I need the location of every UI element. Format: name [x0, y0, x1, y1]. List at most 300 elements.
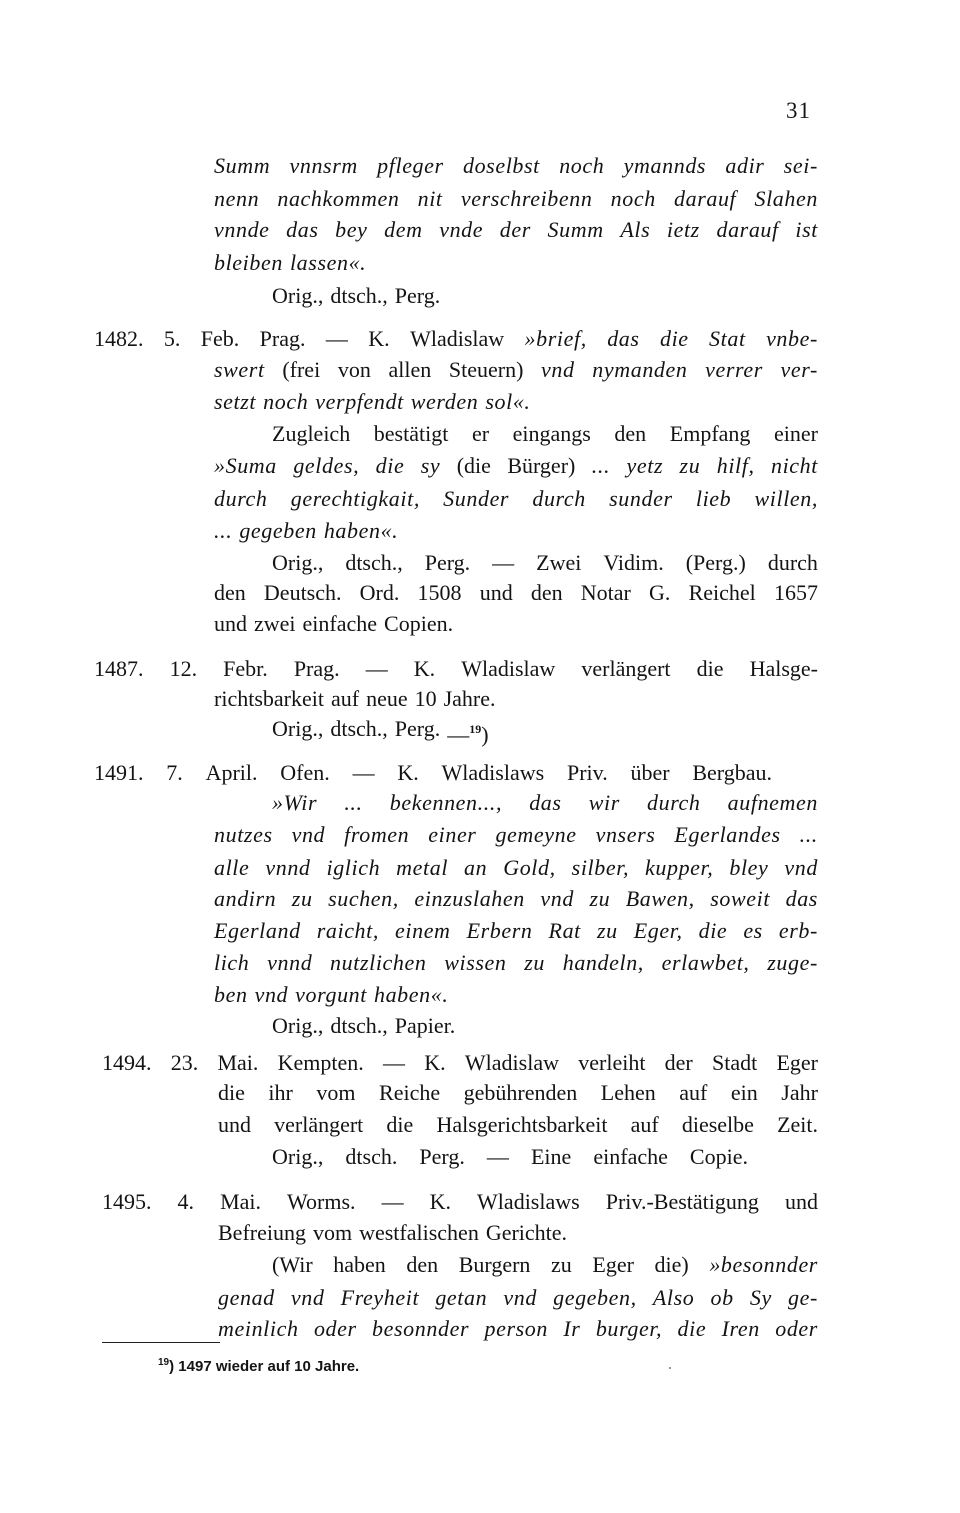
- word: [272, 281, 323, 311]
- word-text: bey: [335, 217, 368, 242]
- word-text: er: [471, 421, 490, 446]
- word-text: Ir: [563, 1316, 581, 1341]
- text-line: [94, 758, 772, 788]
- word-text: suchen,: [328, 886, 399, 911]
- word: [592, 451, 610, 481]
- word-text: einzuslahen: [414, 886, 525, 911]
- text-line: [214, 916, 818, 946]
- word: [214, 151, 270, 181]
- word-text: das: [529, 790, 562, 815]
- word-text: darauf: [716, 217, 779, 242]
- word-text: bleiben: [214, 250, 283, 275]
- word: [395, 714, 440, 744]
- word: [788, 1283, 818, 1313]
- text-line: [272, 281, 440, 311]
- word-text: —: [486, 1144, 509, 1169]
- word-text: Mai.: [217, 1050, 259, 1075]
- word-text: (Perg.): [685, 550, 746, 575]
- word: [286, 215, 318, 245]
- word-text: Iren: [721, 1316, 760, 1341]
- word: [272, 788, 317, 818]
- word: [781, 355, 818, 385]
- word-text: 10: [414, 686, 437, 711]
- word: [495, 820, 576, 850]
- word: [425, 548, 470, 578]
- word-text: vorgunt: [295, 982, 367, 1007]
- word: [531, 578, 563, 608]
- word-text: erb-: [778, 918, 818, 943]
- word: [540, 884, 574, 914]
- word-text: adir: [725, 153, 765, 178]
- word: [480, 578, 513, 608]
- word-text: die): [654, 1252, 689, 1277]
- word: [218, 1078, 245, 1108]
- closing-parenthesis: ): [481, 722, 489, 747]
- footnote: [158, 1352, 359, 1378]
- word: [282, 355, 320, 385]
- text-line: [272, 1142, 748, 1172]
- word-text: der: [664, 1050, 693, 1075]
- word-text: von: [337, 357, 371, 382]
- word-text: 1494.: [102, 1050, 152, 1075]
- word: [424, 1048, 445, 1078]
- word: [214, 884, 276, 914]
- word-text: Eger,: [633, 918, 683, 943]
- word-text: Als: [620, 217, 651, 242]
- word: [754, 184, 817, 214]
- word: [457, 451, 491, 481]
- word-text: soweit: [710, 886, 771, 911]
- word: [239, 516, 317, 546]
- word-text: die: [218, 1080, 245, 1105]
- word-text: nutzes: [214, 822, 273, 847]
- word-text: das: [607, 326, 640, 351]
- word: [214, 451, 277, 481]
- word-text: setzt: [214, 389, 257, 414]
- word-text: Deutsch.: [263, 580, 342, 605]
- word: [725, 151, 764, 181]
- word-text: vnd: [784, 855, 818, 880]
- word-text: pfleger: [377, 153, 444, 178]
- word: [682, 1110, 754, 1140]
- word-text: auf: [679, 1080, 708, 1105]
- word-text: —: [381, 1189, 404, 1214]
- word: [485, 387, 530, 417]
- word-text: sunder: [609, 486, 673, 511]
- word: [692, 758, 772, 788]
- text-line: [102, 1187, 818, 1217]
- word: [330, 948, 426, 978]
- word-text: handeln,: [562, 950, 644, 975]
- word-text: haben: [333, 1252, 386, 1277]
- word: [220, 1187, 261, 1217]
- word: [303, 609, 378, 639]
- word-text: an: [464, 855, 488, 880]
- word: [324, 516, 398, 546]
- word-text: gemeyne: [495, 822, 577, 847]
- word-text: Slahen: [754, 186, 818, 211]
- word: [532, 484, 586, 514]
- word: [272, 1011, 323, 1041]
- word-text: dtsch.,: [330, 283, 388, 308]
- word-text: haben«.: [323, 518, 399, 543]
- word-text: es: [743, 918, 763, 943]
- word-text: verleiht: [578, 1050, 646, 1075]
- word-text: wissen: [444, 950, 507, 975]
- word-text: —: [492, 550, 515, 575]
- word-text: nymanden: [592, 357, 688, 382]
- word-text: 1495.: [102, 1189, 152, 1214]
- word-text: Wladislaw: [464, 1050, 559, 1075]
- word-text: Papier.: [394, 1013, 456, 1038]
- word-text: darauf: [674, 186, 737, 211]
- text-line: [272, 1250, 818, 1280]
- word: [439, 215, 483, 245]
- word: [360, 578, 400, 608]
- word-text: Perg.: [394, 716, 441, 741]
- word: [711, 1283, 734, 1313]
- word: [327, 853, 381, 883]
- word-text: Stat: [709, 326, 746, 351]
- word: [291, 484, 420, 514]
- word: [214, 184, 259, 214]
- word: [428, 820, 476, 850]
- word: [214, 516, 232, 546]
- text-line: [214, 355, 818, 385]
- word-text: lassen«.: [289, 250, 367, 275]
- word-text: gebührenden: [463, 1080, 578, 1105]
- word: [372, 1314, 469, 1344]
- word: [541, 355, 575, 385]
- word: [383, 1048, 405, 1078]
- word-text: Perg.: [394, 283, 441, 308]
- word: [567, 758, 608, 788]
- word-text: und: [214, 611, 247, 636]
- word: [596, 1314, 662, 1344]
- word-text: sei-: [783, 153, 818, 178]
- word: [379, 1078, 440, 1108]
- word-text: westfalischen: [359, 1220, 479, 1245]
- word: [647, 788, 701, 818]
- word: [513, 419, 591, 449]
- word-text: ver-: [780, 357, 818, 382]
- word: [572, 853, 629, 883]
- word: [662, 948, 750, 978]
- word: [291, 1283, 325, 1313]
- word-text: Gold,: [503, 855, 556, 880]
- word: [368, 324, 389, 354]
- word: [214, 980, 248, 1010]
- word: [674, 184, 736, 214]
- word-text: Wladislaw: [410, 326, 505, 351]
- word: [731, 1078, 758, 1108]
- word-text: einfache: [593, 1144, 668, 1169]
- word: [696, 484, 731, 514]
- word-text: den: [530, 580, 563, 605]
- text-line: [214, 820, 818, 850]
- word: [390, 788, 502, 818]
- word-text: —: [383, 1050, 406, 1075]
- text-line: [214, 853, 818, 883]
- word: [206, 758, 258, 788]
- word: [344, 820, 409, 850]
- word-text: April.: [205, 760, 258, 785]
- word-text: K.: [413, 656, 436, 681]
- word-text: Reichel: [688, 580, 756, 605]
- word: [214, 820, 273, 850]
- word: [670, 419, 751, 449]
- word: [328, 884, 399, 914]
- word: [709, 324, 746, 354]
- word-text: Ord.: [359, 580, 400, 605]
- word: [223, 654, 268, 684]
- word: [624, 151, 706, 181]
- word-text: Jahre.: [443, 686, 496, 711]
- word-text: gerechtigkait,: [290, 486, 420, 511]
- word-text: vnnd: [267, 950, 313, 975]
- word: [699, 916, 728, 946]
- word: [274, 1110, 363, 1140]
- word: [611, 184, 656, 214]
- word-text: geldes,: [293, 453, 360, 478]
- word-text: Wladislaw: [461, 656, 556, 681]
- text-line: [94, 324, 818, 354]
- word-text: 1491.: [94, 760, 144, 785]
- word: [774, 419, 818, 449]
- word-text: Febr.: [223, 656, 268, 681]
- word-text: gegeben: [239, 518, 317, 543]
- word-text: metal: [396, 855, 449, 880]
- word: [384, 609, 453, 639]
- word: [293, 451, 359, 481]
- word-text: K.: [424, 1050, 446, 1075]
- word-text: andirn: [214, 886, 277, 911]
- word: [467, 916, 533, 946]
- text-line: [272, 788, 818, 818]
- word-text: getan: [435, 1285, 488, 1310]
- word-text: Orig.,: [272, 550, 324, 575]
- word: [330, 1011, 387, 1041]
- word: [267, 948, 312, 978]
- footnote-text: ) 1497 wieder auf 10 Jahre.: [169, 1358, 360, 1375]
- word: [214, 578, 246, 608]
- text-line: [214, 516, 398, 546]
- word: [280, 758, 329, 788]
- word-text: Priv.: [566, 760, 608, 785]
- word: [767, 948, 818, 978]
- word-text: Gerichte.: [485, 1220, 568, 1245]
- word-text: vnd: [254, 982, 289, 1007]
- word: [430, 1187, 451, 1217]
- word-text: über: [630, 760, 670, 785]
- word: [777, 1110, 818, 1140]
- word-text: Ofen.: [280, 760, 330, 785]
- word: [667, 215, 700, 245]
- word: [784, 853, 818, 883]
- word: [164, 324, 181, 354]
- word: [665, 1048, 693, 1078]
- word: [317, 916, 379, 946]
- word: [678, 1314, 707, 1344]
- word: [645, 853, 713, 883]
- word: [410, 324, 504, 354]
- word-text: willen,: [754, 486, 818, 511]
- text-line: [218, 1078, 818, 1108]
- word: [178, 1187, 195, 1217]
- word-text: ietz: [666, 217, 700, 242]
- word-text: nenn: [214, 186, 260, 211]
- word: [705, 355, 763, 385]
- word-text: vnbe-: [766, 326, 818, 351]
- word-text: vnd: [541, 357, 575, 382]
- word-text: noch: [559, 153, 605, 178]
- word: [331, 684, 359, 714]
- word: [465, 1048, 559, 1078]
- word: [102, 1187, 152, 1217]
- word: [406, 1250, 438, 1280]
- word-text: Zeit.: [777, 1112, 818, 1137]
- word-text: 1657: [773, 580, 818, 605]
- word-text: gegeben,: [553, 1285, 637, 1310]
- word: [272, 548, 323, 578]
- text-line: [214, 484, 818, 514]
- word: [722, 1314, 760, 1344]
- word-text: »Wir: [272, 790, 318, 815]
- word: [603, 548, 663, 578]
- footnote-reference: 19: [469, 722, 482, 736]
- word-text: G.: [649, 580, 671, 605]
- word: [487, 1142, 509, 1172]
- word: [313, 1218, 352, 1248]
- word: [553, 1283, 637, 1313]
- word-text: genad: [218, 1285, 275, 1310]
- footnote-rule: [102, 1342, 220, 1343]
- word: [353, 758, 375, 788]
- word-text: lieb: [695, 486, 732, 511]
- word: [492, 548, 514, 578]
- word-text: ymannds: [623, 153, 707, 178]
- word: [396, 853, 448, 883]
- word: [447, 714, 489, 747]
- word: [728, 788, 818, 818]
- text-line: [214, 609, 453, 639]
- word-text: 23.: [170, 1050, 199, 1075]
- word-text: verschreibenn: [460, 186, 593, 211]
- word-text: durch: [532, 486, 586, 511]
- word: [589, 884, 610, 914]
- word-text: durch: [767, 550, 818, 575]
- word-text: burger,: [595, 1316, 663, 1341]
- word: [338, 355, 371, 385]
- word: [472, 419, 489, 449]
- word-text: hilf,: [716, 453, 755, 478]
- word-text: Orig.,: [272, 1144, 324, 1169]
- word-text: Summ: [547, 217, 604, 242]
- word-text: zu: [679, 453, 701, 478]
- word: [386, 1110, 413, 1140]
- word-text: zu: [524, 950, 545, 975]
- word: [729, 853, 768, 883]
- word: [655, 1250, 689, 1280]
- word-text: ...: [591, 453, 611, 478]
- word: [536, 548, 581, 578]
- word-text: eingangs: [512, 421, 591, 446]
- word-text: verpfendt: [315, 389, 404, 414]
- word-text: bekennen...,: [389, 790, 503, 815]
- word-text: 1487.: [94, 656, 144, 681]
- word: [743, 916, 763, 946]
- word: [771, 451, 818, 481]
- word-text: das: [286, 217, 319, 242]
- word: [214, 484, 268, 514]
- word: [374, 980, 448, 1010]
- word: [94, 758, 144, 788]
- word: [551, 1250, 572, 1280]
- word-text: nachkommen: [277, 186, 400, 211]
- word: [766, 324, 818, 354]
- word: [102, 1048, 152, 1078]
- word: [395, 281, 440, 311]
- word: [388, 355, 431, 385]
- word-text: Copien.: [384, 611, 454, 636]
- word: [341, 1283, 420, 1313]
- word: [94, 654, 144, 684]
- word: [592, 1250, 634, 1280]
- word-text: sy: [420, 453, 441, 478]
- word: [442, 758, 545, 788]
- word: [459, 1250, 531, 1280]
- word-text: und: [218, 1112, 251, 1137]
- word-text: bestätigt: [373, 421, 449, 446]
- word: [265, 853, 310, 883]
- word-text: dtsch.,: [330, 1013, 388, 1038]
- word-text: Eine: [530, 1144, 572, 1169]
- word-text: verrer: [705, 357, 763, 382]
- word-text: »brief,: [524, 326, 587, 351]
- word-text: Egerland: [214, 918, 301, 943]
- word-text: noch: [610, 186, 656, 211]
- word-text: das: [785, 886, 818, 911]
- word-text: Bürger): [507, 453, 576, 478]
- word: [563, 948, 644, 978]
- word-text: zu: [291, 886, 313, 911]
- word-text: Perg.: [419, 1144, 465, 1169]
- word: [418, 578, 462, 608]
- word: [218, 1110, 251, 1140]
- word-text: dieselbe: [681, 1112, 754, 1137]
- word-text: und: [784, 1189, 818, 1214]
- word: [295, 980, 367, 1010]
- word-text: Egerlandes: [674, 822, 781, 847]
- word: [800, 820, 818, 850]
- word: [786, 884, 818, 914]
- word-text: vnnd: [265, 855, 311, 880]
- word: [419, 1142, 464, 1172]
- word-text: yetz: [626, 453, 664, 478]
- text-line: [218, 1314, 818, 1344]
- word: [507, 451, 575, 481]
- word: [170, 654, 198, 684]
- word-text: Prag.: [259, 326, 306, 351]
- word-text: Eger: [776, 1050, 818, 1075]
- word-text: nutzlichen: [330, 950, 427, 975]
- word-text: K.: [429, 1189, 452, 1214]
- word-text: einer: [428, 822, 477, 847]
- word-text: noch: [263, 389, 309, 414]
- word: [559, 151, 604, 181]
- word-text: den: [406, 1252, 439, 1277]
- word: [268, 1078, 292, 1108]
